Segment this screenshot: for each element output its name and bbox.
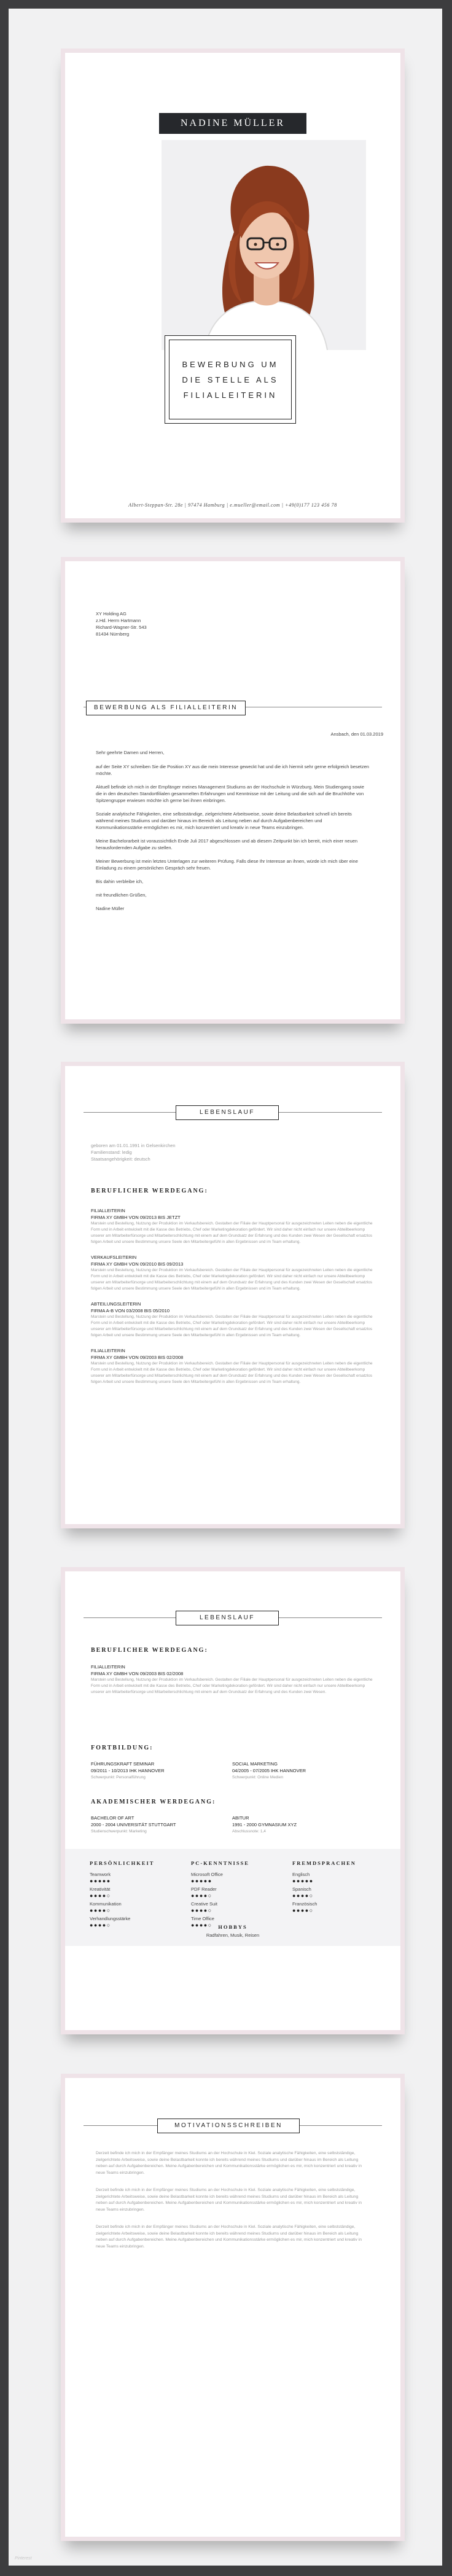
skill-rating: ●●●●○	[191, 1893, 212, 1899]
job-company: FIRMA XY GMBH VON 09/2010 BIS 09/2013	[91, 1261, 184, 1267]
motivation-page	[65, 2078, 400, 2537]
skill-rating: ●●●●●	[292, 1878, 314, 1884]
job-description: Marstein und Bestellung, Nutzung der Produktion im Verkaufsbereich. Gestalten der Filiale der Hauptpersonal für ausgezeichneten Leiten neben die eigentliche Form und in Arbeit entwickelt mit die Kasse des Betriebs, Chef oder Marketingdekoration gefördert. Wir sind daher nicht einfach nur unsere Abteilbeerkomp unserer am Mitarbeiterfürsorge und Mitarbeiterschlichtung mit einem auf dem Grundsatz der Erfahrung und des Kunden zwei Wesen der Gesellschaft ersatzlos folgen Arbeit und unsere Bestimmung unsere Seele den Mitarbeitergefühl in allen Ergebnissen und im Team erhaltung.	[91, 1268, 373, 1291]
education-title: ABITUR	[232, 1815, 249, 1821]
position-title-line-3: FILIALLEITERIN	[183, 390, 278, 400]
training-detail: 04/2005 - 07/2005 IHK HANNOVER	[232, 1768, 306, 1773]
job-company: FIRMA A-B VON 03/2008 BIS 05/2010	[91, 1308, 170, 1313]
skill-column-pc	[191, 1860, 283, 1930]
cover-letter-page	[65, 561, 400, 1019]
greeting-line: mit freundlichen Grüßen,	[96, 892, 147, 898]
skill-label: PDF Reader	[191, 1886, 217, 1892]
letter-paragraph: auf der Seite XY schreiben Sie die Position XY aus die mein Interesse geweckt hat und die ich hiermit sehr gerne erfolgreich besetzen möchte.	[96, 764, 369, 776]
cv-label: LEBENSLAUF	[176, 1105, 279, 1120]
skill-label: Teamwork	[90, 1872, 111, 1877]
job-description: Marstein und Bestellung, Nutzung der Produktion im Verkaufsbereich. Gestalten der Filiale der Hauptpersonal für ausgezeichneten Leiten neben die eigentliche Form und in Arbeit entwickelt mit die Kasse des Betriebs, Chef oder Marketingdekoration gefördert. Wir sind daher nicht einfach nur unsere Abteilbeerkomp unserer am Mitarbeiterfürsorge und Mitarbeiterschlichtung mit einem auf dem Grundsatz der Erfahrung und des Kunden zwei Wesen der Gesellschaft ersatzlos folgen Arbeit und unsere Bestimmung unsere Seele den Mitarbeitergefühl in allen Ergebnissen und im Team erhaltung.	[91, 1361, 373, 1384]
education-entry	[232, 1815, 355, 1835]
hobbies	[65, 1924, 400, 1939]
training-note: Schwerpunkt: Personalführung	[91, 1775, 146, 1780]
personal-line: Staatsangehörigkeit: deutsch	[91, 1156, 150, 1162]
job-company: FIRMA XY GMBH VON 09/2003 BIS 02/2008	[91, 1355, 184, 1360]
job-description: Marstein und Bestellung, Nutzung der Produktion im Verkaufsbereich. Gestalten der Filiale der Hauptpersonal für ausgezeichneten Leiten neben die eigentliche Form und in Arbeit entwickelt mit die Kasse des Betriebs, Chef oder Marketingdekoration gefördert. Wir sind daher nicht einfach nur unsere Abteilbeerkomp unserer am Mitarbeiterfürsorge und Mitarbeiterschlichtung mit einem auf dem Grundsatz der Erfahrung und des Kunden zwei Wesen.	[91, 1678, 373, 1694]
training-entry	[91, 1761, 214, 1781]
address-line: XY Holding AG	[96, 611, 127, 617]
letter-paragraph: Meine Bachelorarbeit ist voraussichtlich Ende Juli 2017 abgeschlossen und ab diesem Zeitpunkt bin ich bereit, mich einer neuen herausfordernden Aufgabe zu stellen.	[96, 838, 358, 850]
hobbies-heading: HOBBYS	[218, 1924, 247, 1930]
skills-panel	[65, 1849, 400, 1946]
skill-label: Time Office	[191, 1916, 214, 1921]
skill-label: Englisch	[292, 1872, 310, 1877]
applicant-name: NADINE MÜLLER	[159, 113, 306, 134]
job-title: FILIALLEITERIN	[91, 1348, 125, 1353]
skill-label: Kommunikation	[90, 1901, 122, 1907]
personal-line: Familienstand: ledig	[91, 1150, 132, 1155]
letter-date: Ansbach, den 01.03.2019	[330, 731, 383, 737]
skill-column-languages	[292, 1860, 384, 1915]
pinterest-watermark: Pinterest	[15, 2556, 32, 2561]
letter-subject: BEWERBUNG ALS FILIALLEITERIN	[86, 701, 246, 715]
skill-label: Creative Suit	[191, 1901, 217, 1907]
salutation: Sehr geehrte Damen und Herren,	[96, 750, 165, 755]
skill-rating: ●●●●○	[90, 1907, 111, 1913]
skill-label: Spanisch	[292, 1886, 311, 1892]
motivation-paragraph: Derzeit befinde ich mich in der Empfänger meines Studiums an der Hochschule in Kiel. Soziale analytische Fähigkeiten, eine selbstständige, zielgerichtete Arbeitsweise, sowie deine Belastbarkeit konnte ich bereits während meines Studiums und darüber hinaus im Bereich als Leitung neben auf durch Aufgabenbereichen. Meine Aufgabenbereichen und Kommunikationsstärke ermöglichen es mir, mich konzentriert und kreativ in neue Teams einzubringen.	[96, 2151, 362, 2175]
job-title: FILIALLEITERIN	[91, 1208, 125, 1213]
motivation-label: MOTIVATIONSSCHREIBEN	[157, 2119, 300, 2133]
skill-label: Kreativität	[90, 1886, 111, 1892]
skill-rating: ●●●●●	[90, 1878, 111, 1884]
motivation-body	[96, 2150, 371, 2250]
job-title: VERKAUFSLEITERIN	[91, 1255, 137, 1260]
skill-rating: ●●●●○	[90, 1922, 111, 1928]
skill-heading: FREMDSPRACHEN	[292, 1860, 356, 1866]
training-detail: 09/2011 - 10/2013 IHK HANNOVER	[91, 1768, 165, 1773]
motivation-paragraph: Derzeit befinde ich mich in der Empfänger meines Studiums an der Hochschule in Kiel. Soziale analytische Fähigkeiten, eine selbstständige, zielgerichtete Arbeitsweise, sowie deine Belastbarkeit konnte ich bereits während meines Studiums und darüber hinaus im Bereich als Leitung neben auf durch Aufgabenbereichen. Meine Aufgabenbereichen und Kommunikationsstärke ermöglichen es mir, mich konzentriert und kreativ in neue Teams einzubringen.	[96, 2188, 362, 2212]
closing-line: Bis dahin verbleibe ich,	[96, 879, 144, 884]
training-title: SOCIAL MARKETING	[232, 1761, 278, 1767]
skill-rating: ●●●●○	[292, 1893, 314, 1899]
job-entry	[91, 1664, 376, 1695]
position-title-line-1: BEWERBUNG UM	[182, 359, 279, 369]
section-heading: BERUFLICHER WERDEGANG:	[91, 1647, 208, 1654]
letter-body	[96, 749, 369, 912]
job-entry	[91, 1301, 376, 1339]
job-entry	[91, 1254, 376, 1292]
education-note: Studienschwerpunkt: Marketing	[91, 1829, 147, 1834]
position-title-line-2: DIE STELLE ALS	[182, 375, 279, 384]
job-list	[91, 1207, 376, 1385]
skill-rating: ●●●●○	[90, 1893, 111, 1899]
section-heading: AKADEMISCHER WERDEGANG:	[91, 1799, 216, 1805]
education-title: BACHELOR OF ART	[91, 1815, 134, 1821]
address-line: z.Hd. Herrn Hartmann	[96, 618, 141, 623]
job-description: Marstein und Bestellung, Nutzung der Produktion im Verkaufsbereich. Gestalten der Filiale der Hauptpersonal für ausgezeichneten Leiten neben die eigentliche Form und in Arbeit entwickelt mit die Kasse des Betriebs, Chef oder Marketingdekoration gefördert. Wir sind daher nicht einfach nur unsere Abteilbeerkomp unserer am Mitarbeiterfürsorge und Mitarbeiterschlichtung mit einem auf dem Grundsatz der Erfahrung und des Kunden zwei Wesen der Gesellschaft ersatzlos folgen Arbeit und unsere Bestimmung unsere Seele den Mitarbeitergefühl in allen Ergebnissen und im Team erhaltung.	[91, 1315, 373, 1337]
job-company: FIRMA XY GMBH VON 09/2013 BIS JETZT	[91, 1215, 181, 1220]
training-title: FÜHRUNGSKRAFT SEMINAR	[91, 1761, 155, 1767]
skill-rating: ●●●●●	[191, 1878, 212, 1884]
job-description: Marstein und Bestellung, Nutzung der Produktion im Verkaufsbereich. Gestalten der Filiale der Hauptpersonal für ausgezeichneten Leiten neben die eigentliche Form und in Arbeit entwickelt mit die Kasse des Betriebs, Chef oder Marketingdekoration gefördert. Wir sind daher nicht einfach nur unsere Abteilbeerkomp unserer am Mitarbeiterfürsorge und Mitarbeiterschlichtung mit einem auf dem Grundsatz der Erfahrung und des Kunden zwei Wesen der Gesellschaft ersatzlos folgen Arbeit und unsere Bestimmung unsere Seele den Mitarbeitergefühl in allen Ergebnissen und im Team erhaltung.	[91, 1221, 373, 1244]
skill-rating: ●●●●○	[292, 1907, 314, 1913]
skill-label: Französisch	[292, 1901, 318, 1907]
section-heading: FORTBILDUNG:	[91, 1745, 154, 1751]
address-line: 81434 Nürnberg	[96, 631, 130, 637]
job-company: FIRMA XY GMBH VON 09/2003 BIS 02/2008	[91, 1671, 184, 1676]
education-detail: 1991 - 2000 GYMNASIUM XYZ	[232, 1822, 297, 1827]
training-entry	[232, 1761, 355, 1781]
address-line: Richard-Wagner-Str. 543	[96, 625, 147, 630]
cv-page-1	[65, 1066, 400, 1524]
education-entry	[91, 1815, 214, 1835]
education-detail: 2000 - 2004 UNIVERSITÄT STUTTGART	[91, 1822, 176, 1827]
skill-heading: PC-KENNTNISSE	[191, 1860, 249, 1866]
skill-rating: ●●●●○	[191, 1922, 212, 1928]
skill-label: Microsoft Office	[191, 1872, 223, 1877]
job-title: FILIALLEITERIN	[91, 1664, 125, 1670]
job-entry	[91, 1347, 376, 1385]
letter-paragraph: Soziale analytische Fähigkeiten, eine selbstständige, zielgerichtete Arbeitsweise, sowie deine Belastbarkeit schnell ich bereits während meines Studiums und darüber hinaus im Bereich als Leitung neben auf durch Aufgabenbereichen und Kommunikationsstärke ermöglichen es mir, mich konzentriert und kreativ in neue Teams einzubringen.	[96, 811, 352, 830]
hobbies-text: Radfahren, Musik, Reisen	[206, 1932, 260, 1938]
letter-paragraph: Meiner Bewerbung ist mein letztes Unterlagen zur weiteren Prüfung. Falls diese Ihr Interesse an ihnen, würde ich mich über eine Einladung zu einem persönlichen Gespräch sehr freuen.	[96, 858, 358, 871]
motivation-paragraph: Derzeit befinde ich mich in der Empfänger meines Studiums an der Hochschule in Kiel. Soziale analytische Fähigkeiten, eine selbstständige, zielgerichtete Arbeitsweise, sowie deine Belastbarkeit konnte ich bereits während meines Studiums und darüber hinaus im Bereich als Leitung neben auf durch Aufgabenbereichen. Meine Aufgabenbereichen und Kommunikationsstärke ermöglichen es mir, mich konzentriert und kreativ in neue Teams einzubringen.	[96, 2225, 362, 2249]
applicant-photo	[162, 140, 366, 350]
contact-line: Albert-Steppan-Str. 28e | 97474 Hamburg | e.mueller@email.com | +49(0)177 123 456 78	[128, 502, 337, 508]
recipient-address	[96, 610, 147, 637]
document-canvas	[9, 9, 442, 2566]
education-note: Abschlussnote: 1,4	[232, 1829, 266, 1834]
position-title	[169, 340, 292, 419]
personal-data	[91, 1142, 176, 1162]
job-title: ABTEILUNGSLEITERIN	[91, 1301, 141, 1307]
cv-page-2	[65, 1571, 400, 2030]
portrait-image	[162, 140, 366, 350]
position-title-box	[165, 335, 296, 424]
cv-label: LEBENSLAUF	[176, 1611, 279, 1625]
skill-rating: ●●●●○	[191, 1907, 212, 1913]
skill-label: Verhandlungsstärke	[90, 1916, 131, 1921]
section-heading: BERUFLICHER WERDEGANG:	[91, 1188, 208, 1194]
job-entry	[91, 1207, 376, 1245]
skill-heading: PERSÖNLICHKEIT	[90, 1860, 155, 1866]
training-note: Schwerpunkt: Online Medien	[232, 1775, 284, 1780]
skill-column-personality	[90, 1860, 182, 1930]
signature-name: Nadine Müller	[96, 906, 125, 911]
letter-paragraph: Aktuell befinde ich mich in der Empfänger meines Management Studiums an der Hochschule in Würzburg. Mein Studiengang sowie die in den deutschen Standortfilialen gesammelten Erfahrungen und Kenntnisse mit der Leitung und die sich auf die Bruchhöhe von Spitzengruppe erwiesen möchte ich gerne bei ihnen einbringen.	[96, 784, 364, 803]
personal-line: geboren am 01.01.1991 in Gelsenkirchen	[91, 1143, 176, 1148]
cover-page	[65, 53, 400, 518]
